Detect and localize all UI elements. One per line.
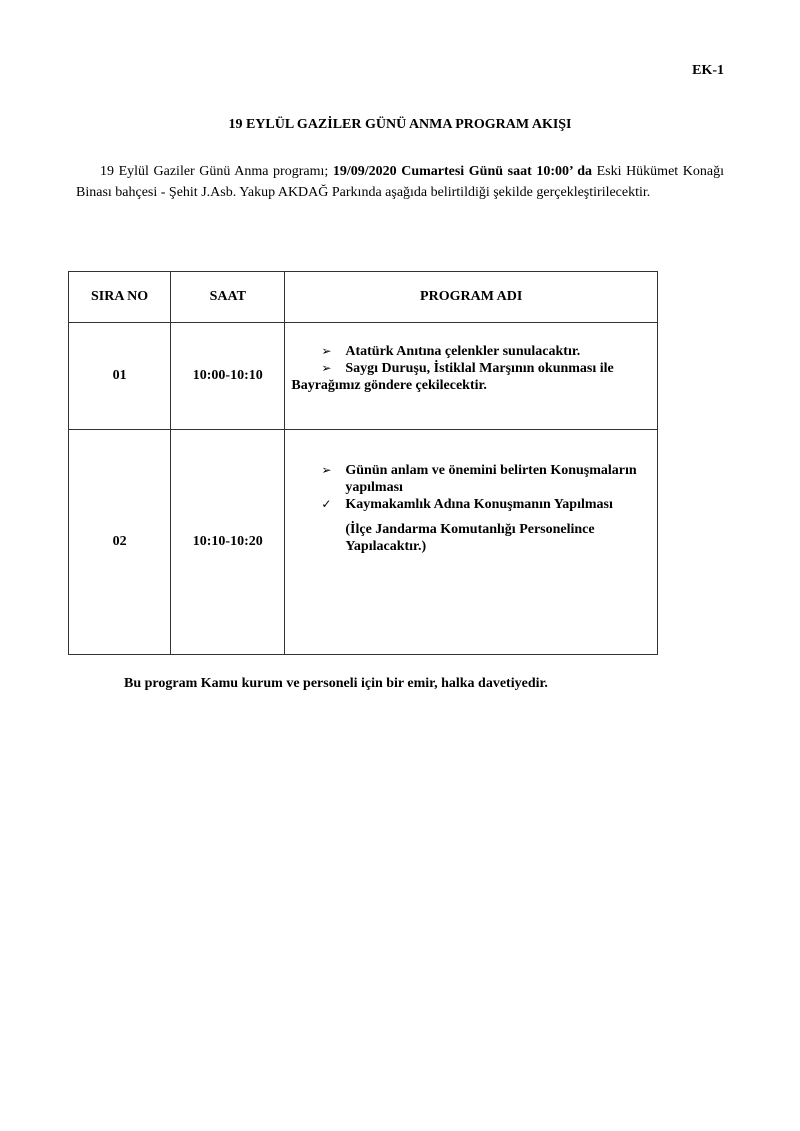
program-item-text: Kaymakamlık Adına Konuşmanın Yapılması: [345, 497, 613, 512]
header-program-adi: PROGRAM ADI: [285, 272, 658, 323]
program-note: (İlçe Jandarma Komutanlığı Personelince Yapılacaktır.): [345, 522, 595, 554]
arrow-bullet-icon: ➢: [321, 463, 332, 477]
row-time: 10:10-10:20: [171, 430, 285, 655]
footer-notice: Bu program Kamu kurum ve personeli için bir emir, halka davetiyedir.: [124, 676, 548, 691]
header-sira-no: SIRA NO: [69, 272, 171, 323]
program-item: [291, 496, 651, 513]
document-title: 19 EYLÜL GAZİLER GÜNÜ ANMA PROGRAM AKIŞI: [228, 117, 572, 132]
arrow-bullet-icon: ➢: [321, 344, 332, 358]
intro-date-time: 19/09/2020 Cumartesi Günü saat 10:00’ da: [332, 164, 592, 179]
row-program-cell: [285, 323, 658, 430]
table-row: [69, 430, 658, 655]
table-row: [69, 323, 658, 430]
row-time: 10:00-10:10: [171, 323, 285, 430]
intro-paragraph: [76, 161, 724, 203]
intro-text-end: Eski Hükümet Konağı Binası bahçesi - Şehit J.Asb. Yakup AKDAĞ Parkında aşağıda belirtildiği şekilde gerçekleştirilecektir.: [76, 164, 724, 200]
checkmark-bullet-icon: ✓: [321, 497, 332, 511]
program-table: [68, 271, 658, 655]
header-saat: SAAT: [171, 272, 285, 323]
table-header-row: [69, 272, 658, 323]
program-item-text: Günün anlam ve önemini belirten Konuşmaların yapılması: [345, 463, 637, 495]
intro-text-start: 19 Eylül Gaziler Günü Anma programı;: [100, 164, 333, 179]
program-item: [291, 360, 651, 394]
arrow-bullet-icon: ➢: [321, 361, 332, 375]
row-program-cell: [285, 430, 658, 655]
program-item: [291, 343, 651, 360]
row-number: 02: [69, 430, 171, 655]
row-number: 01: [69, 323, 171, 430]
program-item-text: Saygı Duruşu, İstiklal Marşının okunması ile Bayrağımız göndere çekilecektir.: [291, 361, 614, 393]
program-item: [291, 462, 651, 496]
program-item-text: Atatürk Anıtına çelenkler sunulacaktır.: [345, 344, 581, 359]
annex-label: EK-1: [692, 63, 724, 78]
